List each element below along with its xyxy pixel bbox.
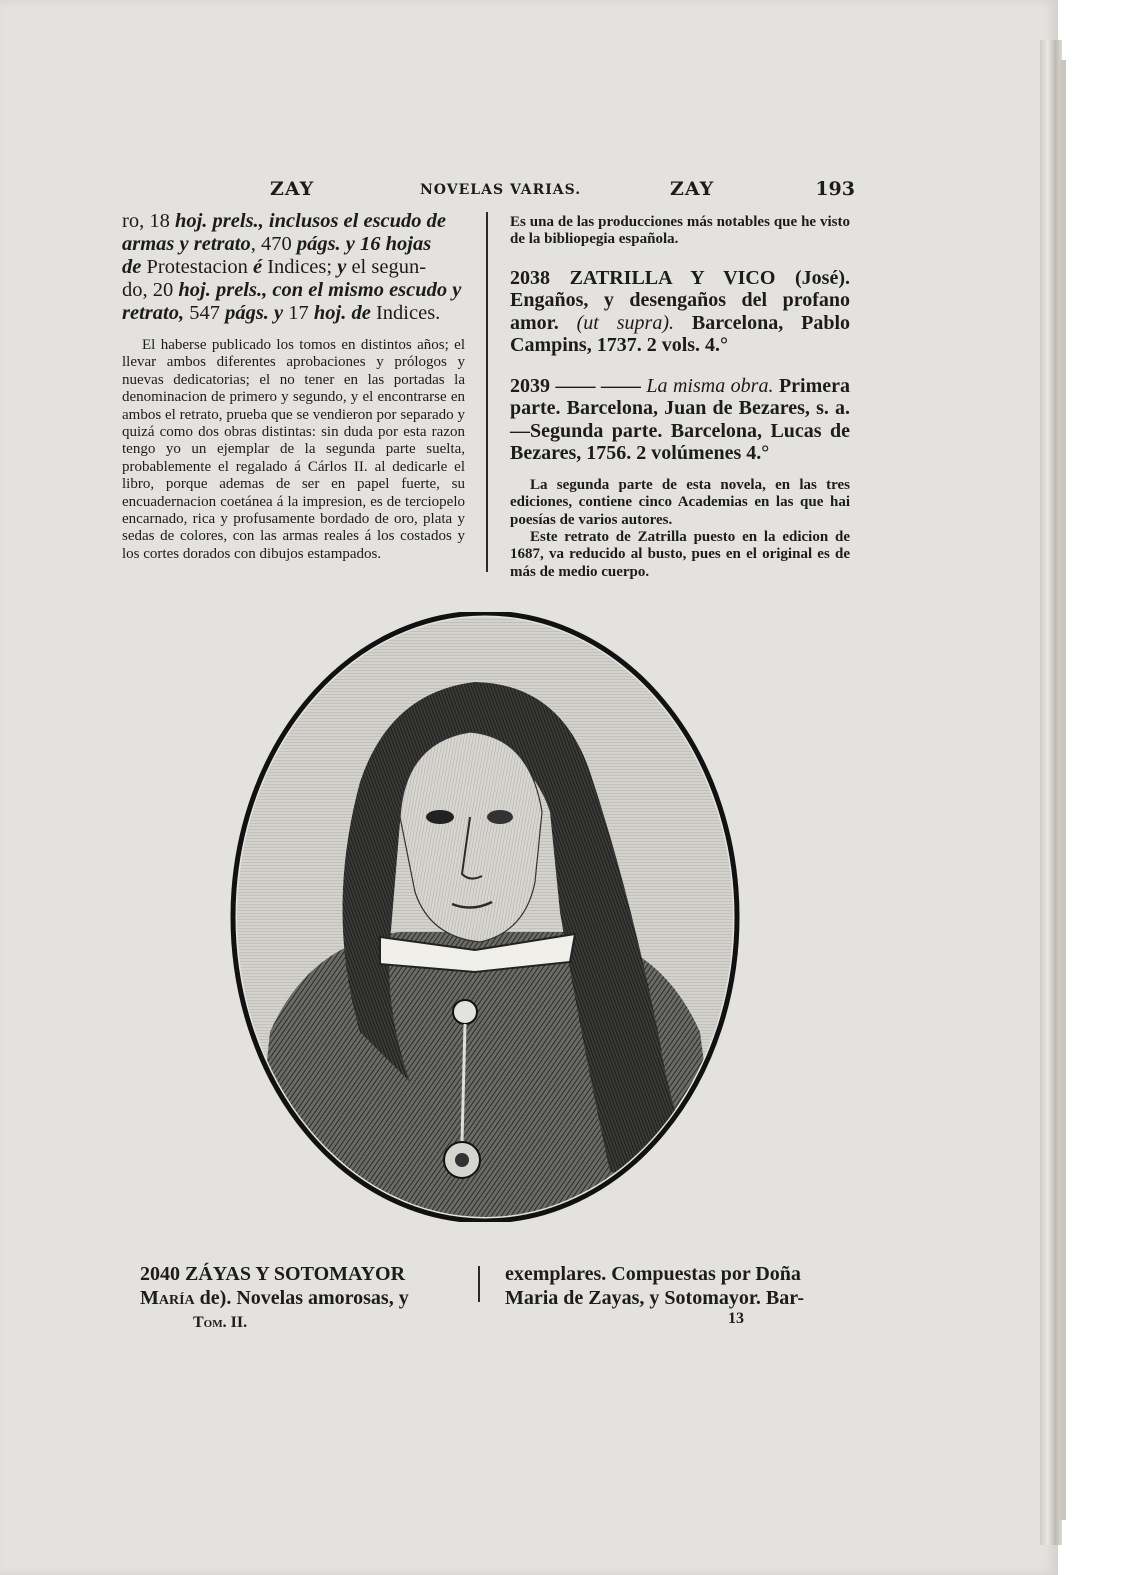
right-column-intro: Es una de las producciones más notables que he visto de la bibliopegia española. <box>510 214 850 248</box>
column-rule <box>486 212 488 572</box>
entry-2040-continued-2: Maria de Zayas, y Sotomayor. Bar- <box>505 1287 805 1309</box>
italic-run: retrato, <box>122 302 185 324</box>
entry-author-forename: María <box>140 1287 195 1309</box>
text-run: el segun- <box>346 256 427 278</box>
page-number: 193 <box>815 178 855 200</box>
entry-title-start: de). Novelas amorosas, y <box>199 1287 409 1309</box>
left-column-entry-continuation <box>122 210 465 325</box>
italic-run: págs. y <box>225 302 284 324</box>
entry-2038 <box>510 267 850 357</box>
entry-dashes: —— —— <box>555 374 641 397</box>
engraved-portrait <box>230 612 740 1222</box>
entry-number: 2038 <box>510 266 550 289</box>
text-run: ro, 18 <box>122 210 175 232</box>
entry-line <box>122 210 465 233</box>
running-head-left: ZAY <box>270 178 315 200</box>
entry-line <box>122 279 465 302</box>
entry-2039 <box>510 375 850 465</box>
entry-number: 2039 <box>510 374 550 397</box>
page-edge-stack <box>1060 60 1066 1520</box>
right-column-note-2: Este retrato de Zatrilla puesto en la edicion de 1687, va reducido al busto, pues en el original es de más de medio cuerpo. <box>510 529 850 580</box>
text-run: Protestacion <box>141 256 253 278</box>
entry-author: ZATRILLA Y VICO (José). <box>569 266 850 289</box>
text-run: Indices. <box>370 302 441 324</box>
text-run: 17 <box>283 302 314 324</box>
italic-run: de <box>122 256 142 278</box>
bottom-left-column <box>140 1262 450 1310</box>
entry-line <box>122 302 465 325</box>
italic-run: armas y retrato <box>122 233 251 255</box>
entry-imprint: Primera parte. Barcelona, Juan de Bezares, s. a.—Segunda parte. Barcelona, Lucas de Bezares, 1756. 2 volúmenes 4.° <box>510 374 851 465</box>
italic-run: hoj. prels., con el mismo escudo y <box>178 279 462 301</box>
entry-2040-continued-1: exemplares. Compuestas por Doña <box>505 1263 801 1285</box>
entry-line <box>122 233 465 256</box>
running-head-right: ZAY <box>670 178 715 200</box>
entry-imprint: Barcelona, Pablo Campins, 1737. 2 vols. 4.° <box>510 311 851 357</box>
text-run: , 470 <box>250 233 297 255</box>
left-column-note: El haberse publicado los tomos en distintos años; el llevar ambos diferentes aprobaciones y prólogos y nuevas dedicatorias; el no tener en las portadas la denominacion de primero y segundo, y el encontrarse en ambos el retrato, prueba que se vendieron por separado y quizá como dos obras distintas: sin duda por esta razon tengo yo un ejemplar de la segunda parte suelta, probablemente el regalado á Cárlos II. al dedicarle el libro, porque ademas de ser en papel fuerte, su encuadernacion coetánea á la impresion, es de terciopelo encarnado, rica y profusamente bordado de oro, plata y sedas de colores, con las armas reales á los costados y los cortes dorados con dibujos estampados. <box>122 337 465 562</box>
entry-line <box>122 256 465 279</box>
bottom-right-column <box>505 1262 850 1310</box>
right-column <box>510 214 850 581</box>
running-head-center: NOVELAS VARIAS. <box>420 182 582 198</box>
italic-run: y <box>337 256 347 278</box>
entry-2040-heading: 2040 ZÁYAS Y SOTOMAYOR <box>140 1263 406 1285</box>
italic-run: é <box>252 256 263 278</box>
entry-italic: La misma obra. <box>646 374 774 397</box>
italic-run: hoj. prels., inclusos el escudo de <box>174 210 447 232</box>
column-rule-bottom <box>478 1266 480 1302</box>
text-run: do, 20 <box>122 279 179 301</box>
running-head <box>120 178 855 204</box>
italic-run: págs. y 16 hojas <box>296 233 432 255</box>
page-edge <box>1040 40 1062 1545</box>
italic-run: hoj. de <box>313 302 371 324</box>
entry-2040-line-2 <box>140 1286 450 1310</box>
signature-mark: 13 <box>728 1310 744 1327</box>
text-run: 547 <box>184 302 226 324</box>
entry-italic: (ut supra). <box>576 311 674 334</box>
right-column-note-1: La segunda parte de esta novela, en las tres ediciones, contiene cinco Academias en las que hai poesías de varios autores. <box>510 476 850 528</box>
volume-footer: Tom. II. <box>193 1314 248 1331</box>
entry-title: Engaños, y desengaños del profano amor. <box>510 289 850 334</box>
text-run: Indices; <box>262 256 338 278</box>
left-column <box>122 210 465 563</box>
